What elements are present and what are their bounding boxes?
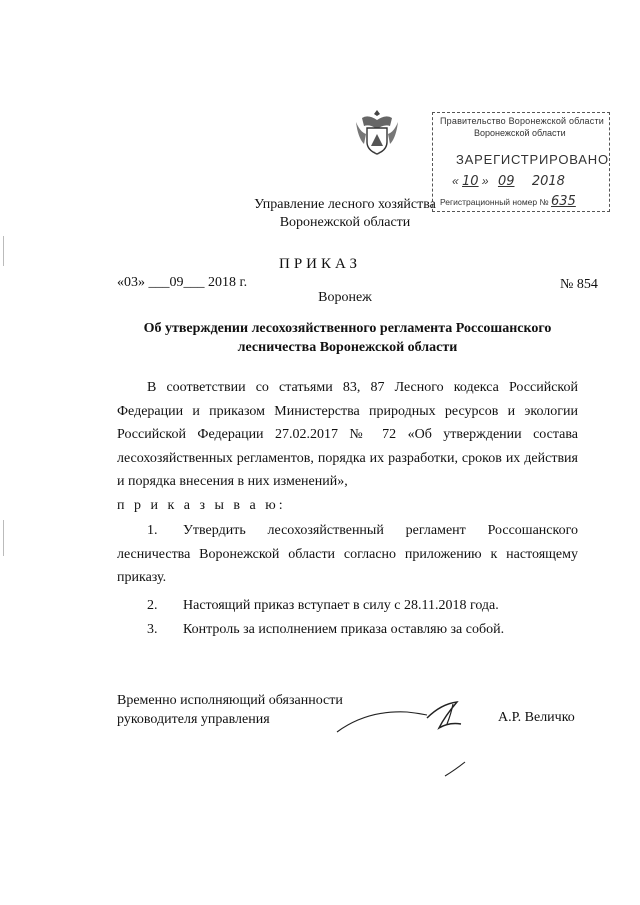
stamp-date-day: 10 <box>462 174 479 189</box>
stamp-date-month: 09 <box>497 174 515 189</box>
item-number: 3. <box>147 622 158 637</box>
stamp-date: « 10 » 09 2018 <box>452 174 565 189</box>
stamp-region-line: Воронежской области <box>474 128 566 138</box>
scan-mark <box>3 520 4 556</box>
subject-line2: лесничества Воронежской области <box>237 340 458 355</box>
order-number: № 854 <box>560 277 598 292</box>
preamble-paragraph: В соответствии со статьями 83, 87 Лесного кодекса Российской Федерации и приказом Министерства природных ресурсов и экологии Российской Федерации 27.02.2017 № 72 «Об утверждении состава лесохозяйственных регламентов, порядка их разработки, сроков их действия и порядка внесения в них изменений», <box>117 380 578 489</box>
order-subject <box>117 319 578 357</box>
prikazyvayu-label: п р и к а з ы в а ю: <box>117 498 286 513</box>
stamp-reg-number-value: 635 <box>551 194 576 209</box>
order-item-2 <box>117 594 578 618</box>
subject-line1: Об утверждении лесохозяйственного регламента Россошанского <box>143 321 552 336</box>
org-name-line2: Воронежской области <box>279 215 411 230</box>
item-text: Настоящий приказ вступает в силу с 28.11.2018 года. <box>183 598 499 613</box>
order-city: Воронеж <box>318 290 372 305</box>
stamp-authority-line: Правительство Воронежской области <box>440 116 605 126</box>
order-item-3 <box>117 618 578 642</box>
coat-of-arms-emblem <box>354 108 400 158</box>
registration-stamp <box>432 112 610 212</box>
stamp-registered-title: ЗАРЕГИСТРИРОВАНО <box>456 152 609 167</box>
item-text: Контроль за исполнением приказа оставляю за собой. <box>183 622 505 637</box>
order-item-1 <box>117 519 578 590</box>
item-text: Утвердить лесохозяйственный регламент Россошанского лесничества Воронежской области согласно приложению к настоящему приказу. <box>117 523 578 585</box>
org-name-line1: Управление лесного хозяйства <box>254 197 436 212</box>
order-date: «03» ___09___ 2018 г. <box>117 275 248 290</box>
item-number: 1. <box>147 523 158 538</box>
handwritten-signature <box>335 690 505 780</box>
signatory-position: Временно исполняющий обязанности руководителя управления <box>117 693 343 727</box>
item-number: 2. <box>147 598 158 613</box>
stamp-date-year: 2018 <box>531 174 565 189</box>
order-title: ПРИКАЗ <box>279 256 361 272</box>
stamp-reg-number: Регистрационный номер № 635 <box>440 194 576 209</box>
signatory-name: А.Р. Величко <box>498 710 575 725</box>
